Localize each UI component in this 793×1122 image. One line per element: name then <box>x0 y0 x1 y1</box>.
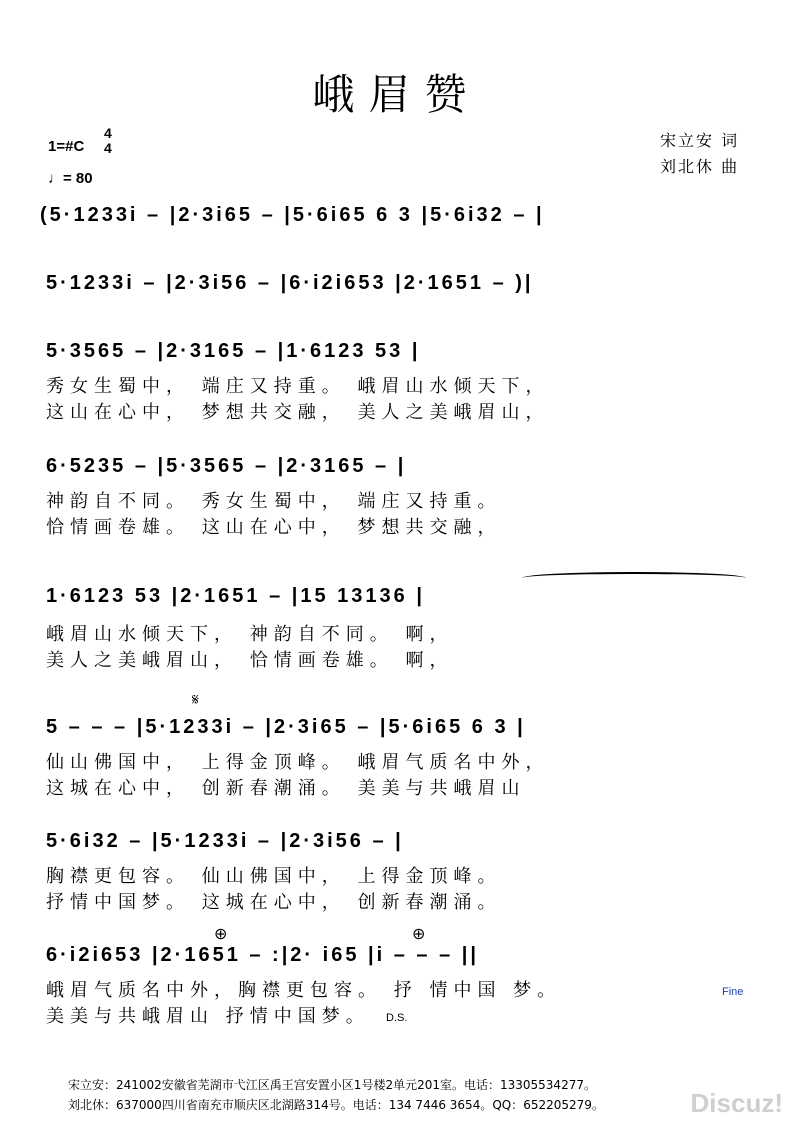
lyric-row-4-verse-2: 恰情画卷雄。 这山在心中， 梦想共交融， <box>46 517 502 538</box>
song-title: 峨眉赞 <box>312 70 481 119</box>
coda-sign: ⊕ <box>214 924 228 943</box>
lyric-row-5-verse-1: 峨眉山水倾天下， 神韵自不同。 啊， <box>46 624 454 645</box>
time-signature <box>104 126 112 156</box>
coda-sign-2: ⊕ <box>412 924 426 943</box>
lyric-row-8-verse-1: 峨眉气质名中外，胸襟更包容。 抒 情中国 梦。 <box>46 980 562 1001</box>
lyric-row-6-verse-1: 仙山佛国中， 上得金顶峰。 峨眉气质名中外， <box>46 752 550 773</box>
notation-row-4: 6·5235 – |5·3565 – |2·3165 – | <box>46 455 407 477</box>
lyric-row-3-verse-1: 秀女生蜀中， 端庄又持重。 峨眉山水倾天下， <box>46 376 550 397</box>
lyric-row-3-verse-2: 这山在心中， 梦想共交融， 美人之美峨眉山， <box>46 402 550 423</box>
watermark-logo: Discuz! <box>690 1088 783 1118</box>
notation-row-5: 1·6123 53 |2·1651 – |15 13136 | <box>46 585 425 607</box>
lyric-row-5-verse-2: 美人之美峨眉山， 恰情画卷雄。 啊， <box>46 650 454 671</box>
lyric-row-7-verse-2: 抒情中国梦。 这城在心中， 创新春潮涌。 <box>46 892 502 913</box>
notation-row-3: 5·3565 – |2·3165 – |1·6123 53 | <box>46 340 421 362</box>
time-signature-bottom: 4 <box>104 140 112 156</box>
lyric-row-7-verse-1: 胸襟更包容。 仙山佛国中， 上得金顶峰。 <box>46 866 502 887</box>
notation-row-7: 5·6i32 – |5·1233i – |2·3i56 – | <box>46 830 404 852</box>
lyric-row-8-verse-2: 美美与共峨眉山 抒情中国梦。 <box>46 1006 370 1027</box>
lyricist-credit: 宋立安 词 <box>660 131 740 150</box>
key-signature: 1=#C <box>48 138 85 155</box>
tempo-marking: ♩= 80 <box>48 170 93 187</box>
time-signature-top: 4 <box>104 125 112 141</box>
fine-mark: Fine <box>722 986 744 998</box>
notation-row-6: 5 – – – |5·1233i – |2·3i65 – |5·6i65 6 3 | <box>46 716 526 738</box>
composer-credit: 刘北休 曲 <box>660 157 740 176</box>
lyric-row-4-verse-1: 神韵自不同。 秀女生蜀中， 端庄又持重。 <box>46 491 502 512</box>
lyric-row-6-verse-2: 这城在心中， 创新春潮涌。 美美与共峨眉山 <box>46 778 526 799</box>
segno-sign: 𝄋 <box>192 690 199 709</box>
ds-mark: D.S. <box>386 1012 408 1024</box>
tie-arc <box>522 572 746 584</box>
footer-line-2: 刘北休：637000四川省南充市顺庆区北湖路314号。电话：134 7446 3654。QQ：652205279。 <box>68 1098 604 1112</box>
notation-row-8: 6·i2i653 |2·1651 – :|2· i65 |i – – – || <box>46 944 479 966</box>
notation-row-1: (5·1233i – |2·3i65 – |5·6i65 6 3 |5·6i32 – | <box>40 204 545 226</box>
footer-line-1: 宋立安：241002安徽省芜湖市弋江区禹王宫安置小区1号楼2单元201室。电话：13305534277。 <box>68 1078 596 1092</box>
notation-row-2: 5·1233i – |2·3i56 – |6·i2i653 |2·1651 – )| <box>46 272 534 294</box>
